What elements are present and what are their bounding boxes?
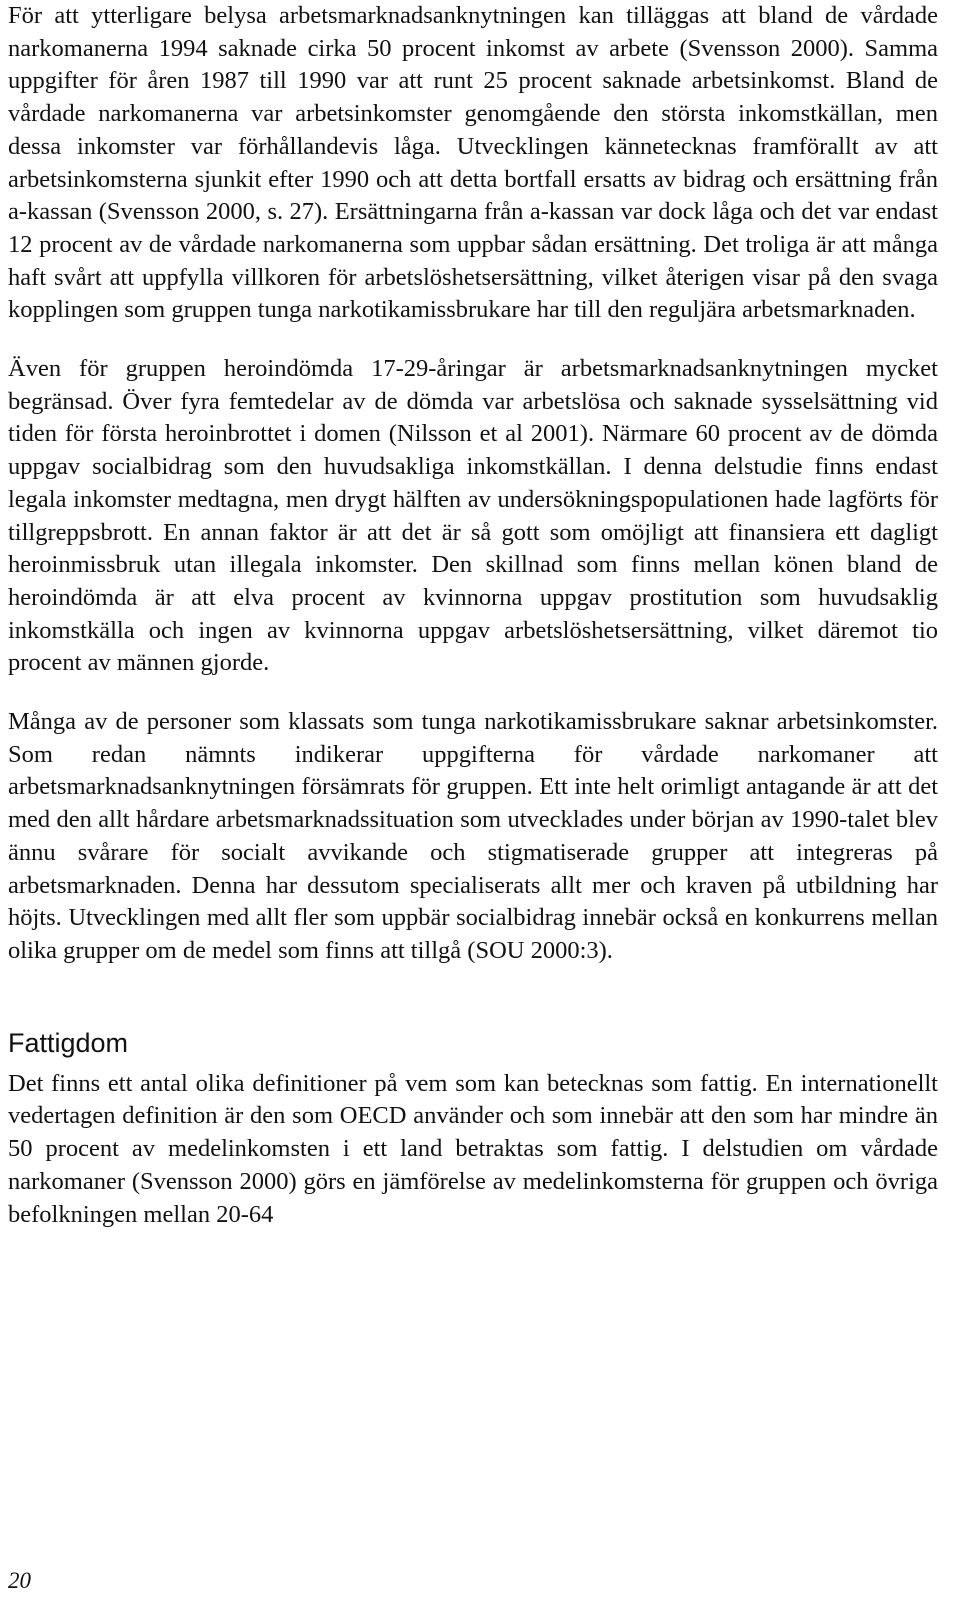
- paragraph-tunga-missbrukare: Många av de personer som klassats som tunga narkotikamissbrukare saknar arbetsinkomster. Som redan nämnts indikerar uppgifterna för vårdade narkomaner att arbetsmarknadsanknytningen försämrats för gruppen. Ett inte helt orimligt antagande är att det med den allt hårdare arbetsmarknadssituation som utvecklades under början av 1990-talet blev ännu svårare för socialt avvikande och stigmatiserade grupper att integreras på arbetsmarknaden. Denna har dessutom specialiserats allt mer och kraven på utbildning har höjts. Utvecklingen med allt fler som uppbär socialbidrag innebär också en konkurrens mellan olika grupper om de medel som finns att tillgå (SOU 2000:3).: [8, 708, 938, 964]
- page-body: [8, 0, 938, 1231]
- paragraph-heroindomda: Även för gruppen heroindömda 17-29-åringar är arbetsmarknadsanknytningen mycket begränsad. Över fyra femtedelar av de dömda var arbetslösa och saknade sysselsättning vid tiden för första heroinbrottet i domen (Nilsson et al 2001). Närmare 60 procent av de dömda uppgav socialbidrag som den huvudsakliga inkomstkällan. I denna delstudie finns endast legala inkomster medtagna, men drygt hälften av undersökningspopulationen hade lagförts för tillgreppsbrott. En annan faktor är att det är så gott som omöjligt att finansiera ett dagligt heroinmissbruk utan illegala inkomster. Den skillnad som finns mellan könen bland de heroindömda är att elva procent av kvinnorna uppgav prostitution som huvudsaklig inkomstkälla och ingen av kvinnorna uppgav arbetslöshetsersättning, vilket däremot tio procent av männen gjorde.: [8, 355, 938, 677]
- page-number: 20: [8, 1568, 31, 1593]
- section-heading: Fattigdom: [8, 1027, 129, 1058]
- paragraph-fattigdom: Det finns ett antal olika definitioner på vem som kan betecknas som fattig. En internationellt vedertagen definition är den som OECD använder och som innebär att den som har mindre än 50 procent av medelinkomsten i ett land betraktas som fattig. I delstudien om vårdade narkomaner (Svensson 2000) görs en jämförelse av medelinkomsterna för gruppen och övriga befolkningen mellan 20-64: [8, 1069, 938, 1228]
- paragraph-arbetsmarknad-vardade: För att ytterligare belysa arbetsmarknadsanknytningen kan tilläggas att bland de vårdade narkomanerna 1994 saknade cirka 50 procent inkomst av arbete (Svensson 2000). Samma uppgifter för åren 1987 till 1990 var att runt 25 procent saknade arbetsinkomst. Bland de vårdade narkomanerna var arbetsinkomster genomgående den största inkomstkällan, men dessa inkomster var förhållandevis låga. Utvecklingen kännetecknas framförallt av att arbetsinkomsterna sjunkit efter 1990 och att detta bortfall ersatts av bidrag och ersättning från a-kassan (Svensson 2000, s. 27). Ersättningarna från a-kassan var dock låga och det var endast 12 procent av de vårdade narkomanerna som uppbar sådan ersättning. Det troliga är att många haft svårt att uppfylla villkoren för arbetslöshetsersättning, vilket återigen visar på den svaga kopplingen som gruppen tunga narkotikamissbrukare har till den reguljära arbetsmarknaden.: [8, 2, 938, 324]
